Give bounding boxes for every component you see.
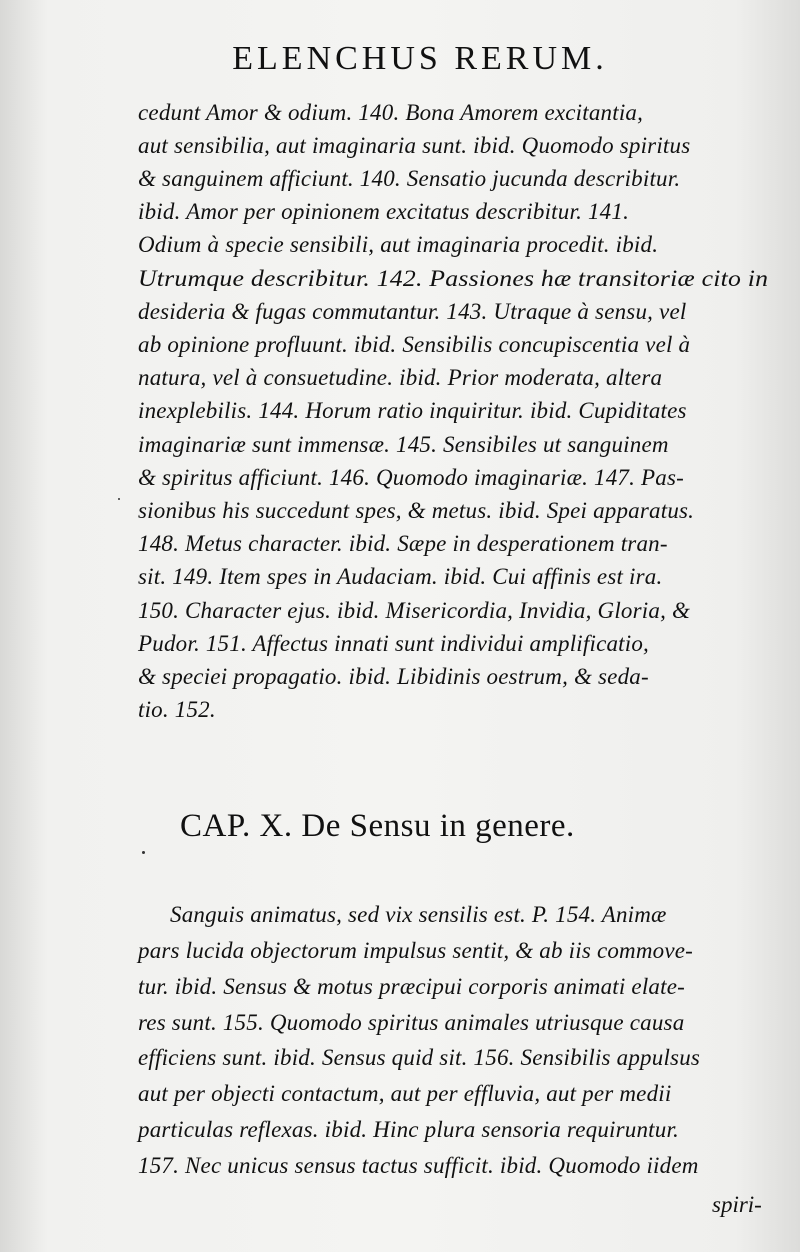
- text-line: & spiritus afficiunt. 146. Quomodo imaginariæ. 147. Pas-: [138, 465, 684, 490]
- catchword: spiri-: [712, 1192, 762, 1217]
- text-line: pars lucida objectorum impulsus sentit, & ab iis commove-: [138, 938, 694, 963]
- text-line: particulas reflexas. ibid. Hinc plura sensoria requiruntur.: [138, 1117, 680, 1142]
- text-line: 150. Character ejus. ibid. Misericordia, Invidia, Gloria, &: [138, 598, 691, 623]
- ink-speck: [142, 851, 145, 854]
- ink-speck: [118, 498, 120, 500]
- text-line: efficiens sunt. ibid. Sensus quid sit. 156. Sensibilis appulsus: [138, 1045, 701, 1070]
- text-line: tur. ibid. Sensus & motus præcipui corporis animati elate-: [138, 974, 685, 999]
- text-line: ab opinione profluunt. ibid. Sensibilis concupiscentia vel à: [138, 332, 691, 357]
- text-line: Pudor. 151. Affectus innati sunt individui amplificatio,: [138, 631, 650, 656]
- text-line: Odium à specie sensibili, aut imaginaria procedit. ibid.: [138, 232, 659, 257]
- text-line: inexplebilis. 144. Horum ratio inquiritur. ibid. Cupiditates: [138, 398, 687, 423]
- text-line: tio. 152.: [138, 697, 216, 722]
- text-line: & sanguinem afficiunt. 140. Sensatio jucunda describitur.: [138, 166, 681, 191]
- text-line: aut sensibilia, aut imaginaria sunt. ibid. Quomodo spiritus: [138, 133, 691, 158]
- text-line: res sunt. 155. Quomodo spiritus animales utriusque causa: [138, 1010, 685, 1035]
- text-line: sionibus his succedunt spes, & metus. ibid. Spei apparatus.: [138, 498, 695, 523]
- text-line: ibid. Amor per opinionem excitatus describitur. 141.: [138, 199, 630, 224]
- text-line: 157. Nec unicus sensus tactus sufficit. ibid. Quomodo iidem: [138, 1153, 699, 1178]
- text-line: sit. 149. Item spes in Audaciam. ibid. Cui affinis est ira.: [138, 564, 663, 589]
- text-line: Utrumque describitur. 142. Passiones hæ transitoriæ cito in: [138, 266, 769, 291]
- text-line: cedunt Amor & odium. 140. Bona Amorem excitantia,: [138, 100, 644, 125]
- text-line: & speciei propagatio. ibid. Libidinis oestrum, & seda-: [138, 664, 649, 689]
- text-line: natura, vel à consuetudine. ibid. Prior moderata, altera: [138, 365, 663, 390]
- text-line: 148. Metus character. ibid. Sæpe in desperationem tran-: [138, 531, 668, 556]
- text-line: desideria & fugas commutantur. 143. Utraque à sensu, vel: [138, 299, 687, 324]
- text-line: imaginariæ sunt immensæ. 145. Sensibiles ut sanguinem: [138, 432, 669, 457]
- text-line: aut per objecti contactum, aut per effluvia, aut per medii: [138, 1081, 672, 1106]
- running-head: ELENCHUS RERUM.: [232, 40, 608, 77]
- text-line: Sanguis animatus, sed vix sensilis est. P. 154. Animæ: [170, 902, 667, 927]
- chapter-heading: CAP. X. De Sensu in genere.: [180, 808, 575, 844]
